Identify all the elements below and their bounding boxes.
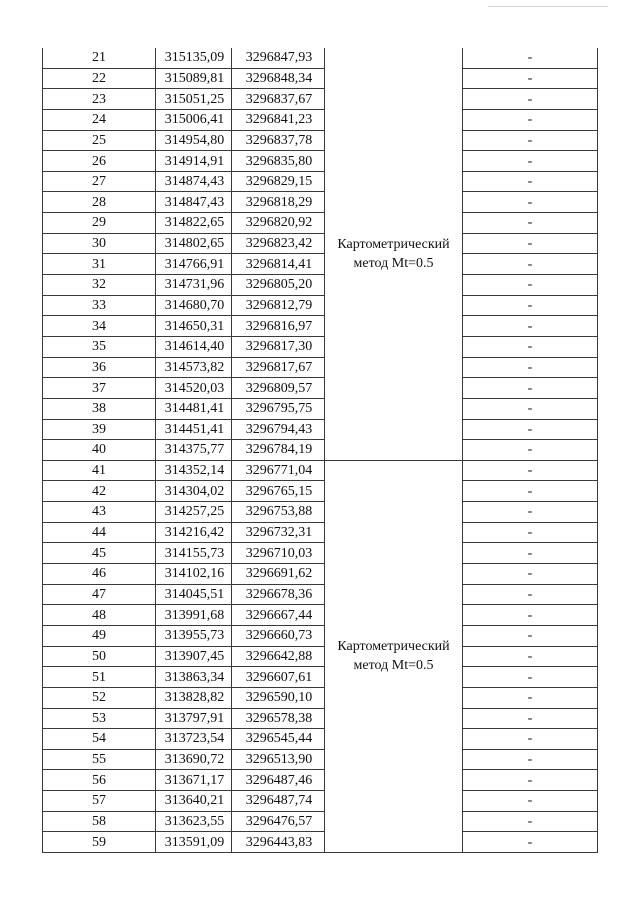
note-cell: -: [463, 749, 598, 770]
x-coordinate-cell: 313690,72: [156, 749, 232, 770]
table-row: [43, 440, 598, 461]
table-row: [43, 295, 598, 316]
point-number-cell: 27: [43, 171, 156, 192]
y-coordinate-cell: 3296816,97: [232, 316, 325, 337]
note-cell: -: [463, 502, 598, 523]
table-row: [43, 687, 598, 708]
table-row: [43, 770, 598, 791]
point-number-cell: 55: [43, 749, 156, 770]
table-row: [43, 254, 598, 275]
y-coordinate-cell: 3296487,74: [232, 791, 325, 812]
note-cell: -: [463, 832, 598, 853]
x-coordinate-cell: 313907,45: [156, 646, 232, 667]
table-row: [43, 357, 598, 378]
point-number-cell: 50: [43, 646, 156, 667]
point-number-cell: 34: [43, 316, 156, 337]
point-number-cell: 52: [43, 687, 156, 708]
x-coordinate-cell: 314352,14: [156, 460, 232, 481]
table-row: [43, 832, 598, 853]
y-coordinate-cell: 3296835,80: [232, 151, 325, 172]
table-row: [43, 811, 598, 832]
table-row: [43, 460, 598, 481]
x-coordinate-cell: 314257,25: [156, 502, 232, 523]
note-cell: -: [463, 151, 598, 172]
note-cell: -: [463, 109, 598, 130]
y-coordinate-cell: 3296820,92: [232, 213, 325, 234]
point-number-cell: 29: [43, 213, 156, 234]
table-row: [43, 130, 598, 151]
y-coordinate-cell: 3296847,93: [232, 48, 325, 68]
point-number-cell: 25: [43, 130, 156, 151]
table-row: [43, 564, 598, 585]
x-coordinate-cell: 315135,09: [156, 48, 232, 68]
point-number-cell: 22: [43, 68, 156, 89]
y-coordinate-cell: 3296590,10: [232, 687, 325, 708]
coordinates-table-body: [43, 48, 598, 852]
point-number-cell: 57: [43, 791, 156, 812]
note-cell: -: [463, 729, 598, 750]
y-coordinate-cell: 3296841,23: [232, 109, 325, 130]
y-coordinate-cell: 3296817,30: [232, 336, 325, 357]
y-coordinate-cell: 3296848,34: [232, 68, 325, 89]
point-number-cell: 45: [43, 543, 156, 564]
x-coordinate-cell: 314874,43: [156, 171, 232, 192]
note-cell: -: [463, 213, 598, 234]
table-row: [43, 667, 598, 688]
point-number-cell: 28: [43, 192, 156, 213]
table-row: [43, 275, 598, 296]
note-cell: -: [463, 625, 598, 646]
x-coordinate-cell: 313991,68: [156, 605, 232, 626]
y-coordinate-cell: 3296837,67: [232, 89, 325, 110]
y-coordinate-cell: 3296784,19: [232, 440, 325, 461]
x-coordinate-cell: 314822,65: [156, 213, 232, 234]
y-coordinate-cell: 3296753,88: [232, 502, 325, 523]
table-row: [43, 708, 598, 729]
point-number-cell: 35: [43, 336, 156, 357]
table-row: [43, 502, 598, 523]
y-coordinate-cell: 3296642,88: [232, 646, 325, 667]
point-number-cell: 51: [43, 667, 156, 688]
y-coordinate-cell: 3296476,57: [232, 811, 325, 832]
table-row: [43, 336, 598, 357]
point-number-cell: 58: [43, 811, 156, 832]
point-number-cell: 32: [43, 275, 156, 296]
point-number-cell: 30: [43, 233, 156, 254]
point-number-cell: 47: [43, 584, 156, 605]
note-cell: -: [463, 357, 598, 378]
x-coordinate-cell: 313828,82: [156, 687, 232, 708]
note-cell: -: [463, 460, 598, 481]
point-number-cell: 56: [43, 770, 156, 791]
note-cell: -: [463, 646, 598, 667]
y-coordinate-cell: 3296814,41: [232, 254, 325, 275]
table-row: [43, 213, 598, 234]
point-number-cell: 31: [43, 254, 156, 275]
x-coordinate-cell: 314802,65: [156, 233, 232, 254]
y-coordinate-cell: 3296678,36: [232, 584, 325, 605]
x-coordinate-cell: 314573,82: [156, 357, 232, 378]
point-number-cell: 54: [43, 729, 156, 750]
y-coordinate-cell: 3296513,90: [232, 749, 325, 770]
note-cell: -: [463, 171, 598, 192]
y-coordinate-cell: 3296487,46: [232, 770, 325, 791]
note-cell: -: [463, 89, 598, 110]
y-coordinate-cell: 3296765,15: [232, 481, 325, 502]
table-row: [43, 646, 598, 667]
x-coordinate-cell: 314614,40: [156, 336, 232, 357]
y-coordinate-cell: 3296443,83: [232, 832, 325, 853]
x-coordinate-cell: 314375,77: [156, 440, 232, 461]
y-coordinate-cell: 3296710,03: [232, 543, 325, 564]
x-coordinate-cell: 314481,41: [156, 398, 232, 419]
table-row: [43, 481, 598, 502]
note-cell: -: [463, 481, 598, 502]
x-coordinate-cell: 314451,41: [156, 419, 232, 440]
point-number-cell: 21: [43, 48, 156, 68]
note-cell: -: [463, 811, 598, 832]
table-row: [43, 233, 598, 254]
table-row: [43, 378, 598, 399]
x-coordinate-cell: 314954,80: [156, 130, 232, 151]
point-number-cell: 36: [43, 357, 156, 378]
point-number-cell: 48: [43, 605, 156, 626]
point-number-cell: 33: [43, 295, 156, 316]
point-number-cell: 42: [43, 481, 156, 502]
y-coordinate-cell: 3296660,73: [232, 625, 325, 646]
y-coordinate-cell: 3296812,79: [232, 295, 325, 316]
table-row: [43, 68, 598, 89]
point-number-cell: 37: [43, 378, 156, 399]
note-cell: -: [463, 378, 598, 399]
table-row: [43, 729, 598, 750]
note-cell: -: [463, 419, 598, 440]
note-cell: -: [463, 336, 598, 357]
y-coordinate-cell: 3296794,43: [232, 419, 325, 440]
point-number-cell: 24: [43, 109, 156, 130]
point-number-cell: 26: [43, 151, 156, 172]
point-number-cell: 23: [43, 89, 156, 110]
table-row: [43, 791, 598, 812]
table-row: [43, 192, 598, 213]
table-row: [43, 89, 598, 110]
y-coordinate-cell: 3296771,04: [232, 460, 325, 481]
point-number-cell: 43: [43, 502, 156, 523]
table-row: [43, 171, 598, 192]
note-cell: -: [463, 543, 598, 564]
y-coordinate-cell: 3296818,29: [232, 192, 325, 213]
y-coordinate-cell: 3296809,57: [232, 378, 325, 399]
note-cell: -: [463, 275, 598, 296]
y-coordinate-cell: 3296817,67: [232, 357, 325, 378]
note-cell: -: [463, 68, 598, 89]
y-coordinate-cell: 3296545,44: [232, 729, 325, 750]
x-coordinate-cell: 314766,91: [156, 254, 232, 275]
y-coordinate-cell: 3296691,62: [232, 564, 325, 585]
table-row: [43, 398, 598, 419]
table-row: [43, 605, 598, 626]
y-coordinate-cell: 3296732,31: [232, 522, 325, 543]
x-coordinate-cell: 314216,42: [156, 522, 232, 543]
x-coordinate-cell: 315089,81: [156, 68, 232, 89]
x-coordinate-cell: 313623,55: [156, 811, 232, 832]
note-cell: -: [463, 770, 598, 791]
coordinates-table: [42, 48, 598, 853]
x-coordinate-cell: 314650,31: [156, 316, 232, 337]
point-number-cell: 39: [43, 419, 156, 440]
point-number-cell: 49: [43, 625, 156, 646]
table-row: [43, 584, 598, 605]
point-number-cell: 41: [43, 460, 156, 481]
note-cell: -: [463, 48, 598, 68]
y-coordinate-cell: 3296607,61: [232, 667, 325, 688]
note-cell: -: [463, 584, 598, 605]
y-coordinate-cell: 3296823,42: [232, 233, 325, 254]
note-cell: -: [463, 130, 598, 151]
y-coordinate-cell: 3296829,15: [232, 171, 325, 192]
x-coordinate-cell: 313671,17: [156, 770, 232, 791]
table-row: [43, 419, 598, 440]
x-coordinate-cell: 314045,51: [156, 584, 232, 605]
point-number-cell: 46: [43, 564, 156, 585]
note-cell: -: [463, 564, 598, 585]
x-coordinate-cell: 314304,02: [156, 481, 232, 502]
x-coordinate-cell: 315006,41: [156, 109, 232, 130]
note-cell: -: [463, 316, 598, 337]
table-row: [43, 48, 598, 68]
note-cell: -: [463, 522, 598, 543]
x-coordinate-cell: 313797,91: [156, 708, 232, 729]
x-coordinate-cell: 313955,73: [156, 625, 232, 646]
table-row: [43, 625, 598, 646]
x-coordinate-cell: 314520,03: [156, 378, 232, 399]
note-cell: -: [463, 605, 598, 626]
x-coordinate-cell: 313591,09: [156, 832, 232, 853]
x-coordinate-cell: 315051,25: [156, 89, 232, 110]
x-coordinate-cell: 314847,43: [156, 192, 232, 213]
note-cell: -: [463, 254, 598, 275]
note-cell: -: [463, 667, 598, 688]
table-row: [43, 151, 598, 172]
table-row: [43, 109, 598, 130]
note-cell: -: [463, 708, 598, 729]
table-row: [43, 316, 598, 337]
x-coordinate-cell: 313640,21: [156, 791, 232, 812]
table-row: [43, 543, 598, 564]
method-label-cell: Картометрический метод Mt=0.5: [325, 460, 463, 852]
note-cell: -: [463, 192, 598, 213]
x-coordinate-cell: 314680,70: [156, 295, 232, 316]
y-coordinate-cell: 3296837,78: [232, 130, 325, 151]
y-coordinate-cell: 3296578,38: [232, 708, 325, 729]
x-coordinate-cell: 313723,54: [156, 729, 232, 750]
x-coordinate-cell: 314914,91: [156, 151, 232, 172]
note-cell: -: [463, 440, 598, 461]
x-coordinate-cell: 314155,73: [156, 543, 232, 564]
note-cell: -: [463, 295, 598, 316]
point-number-cell: 53: [43, 708, 156, 729]
x-coordinate-cell: 314731,96: [156, 275, 232, 296]
note-cell: -: [463, 687, 598, 708]
note-cell: -: [463, 398, 598, 419]
note-cell: -: [463, 791, 598, 812]
note-cell: -: [463, 233, 598, 254]
y-coordinate-cell: 3296795,75: [232, 398, 325, 419]
point-number-cell: 59: [43, 832, 156, 853]
point-number-cell: 40: [43, 440, 156, 461]
y-coordinate-cell: 3296667,44: [232, 605, 325, 626]
point-number-cell: 44: [43, 522, 156, 543]
x-coordinate-cell: 314102,16: [156, 564, 232, 585]
point-number-cell: 38: [43, 398, 156, 419]
table-row: [43, 749, 598, 770]
scan-mark: [488, 6, 608, 7]
table-row: [43, 522, 598, 543]
y-coordinate-cell: 3296805,20: [232, 275, 325, 296]
x-coordinate-cell: 313863,34: [156, 667, 232, 688]
method-label-cell: Картометрический метод Mt=0.5: [325, 48, 463, 460]
